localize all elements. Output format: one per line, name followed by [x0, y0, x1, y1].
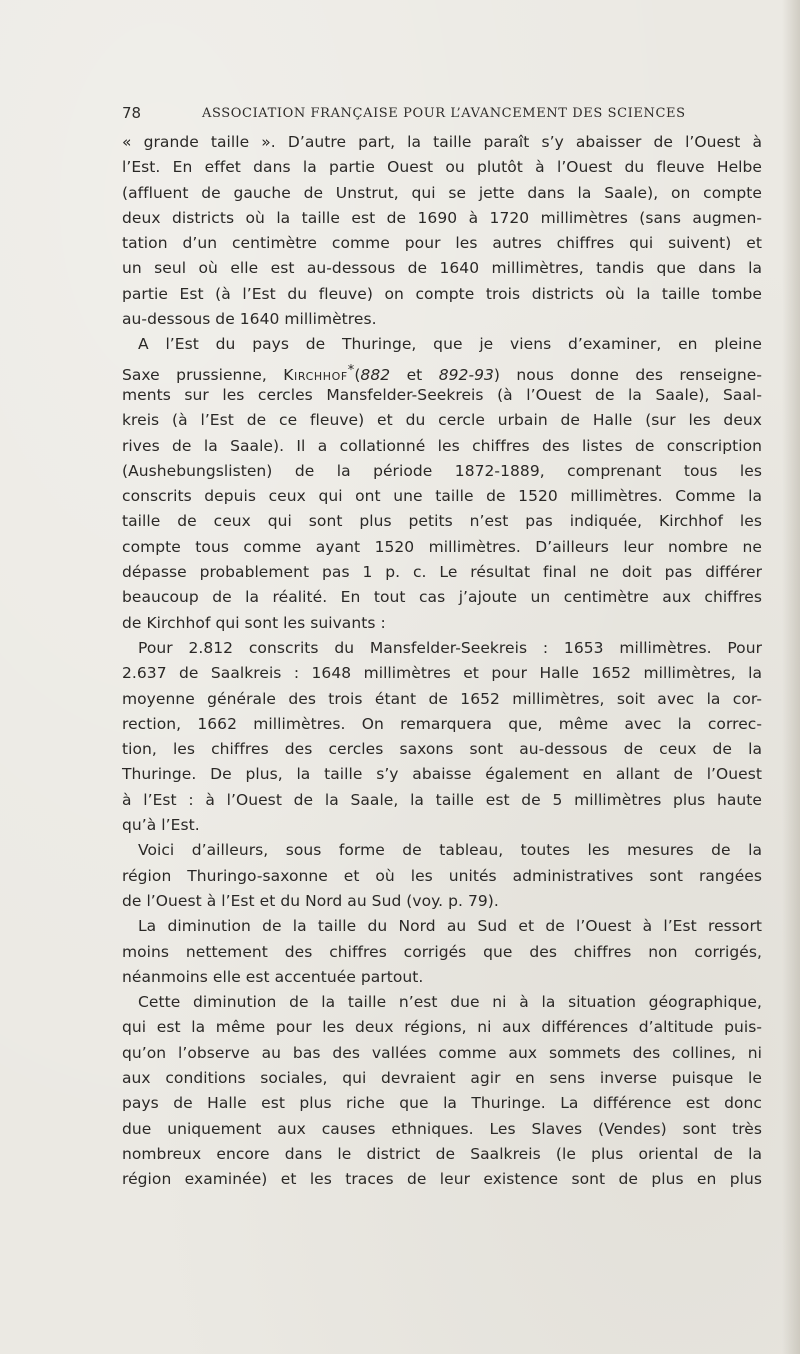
- text-line: deux districts où la taille est de 1690 à 1720 millimètres (sans augmen-: [122, 208, 762, 227]
- text-line: un seul où elle est au-dessous de 1640 millimètres, tandis que dans la: [122, 259, 762, 278]
- text-line: région examinée) et les traces de leur existence sont de plus en plus: [122, 1170, 762, 1189]
- text-line: nombreux encore dans le district de Saalkreis (le plus oriental de la: [122, 1144, 762, 1163]
- page-number: 78: [122, 104, 142, 122]
- text-line: taille de ceux qui sont plus petits n’est pas indiquée, Kirchhof les: [122, 512, 762, 531]
- kirchhof-after: ) nous donne des renseigne-: [493, 365, 762, 384]
- text-line: qu’on l’observe au bas des vallées comme aux sommets des collines, ni: [122, 1043, 762, 1062]
- text-line: (affluent de gauche de Unstrut, qui se jette dans la Saale), on compte: [122, 183, 762, 202]
- text-line: « grande taille ». D’autre part, la taille paraît s’y abaisser de l’Ouest à: [122, 133, 762, 151]
- text-line: de l’Ouest à l’Est et du Nord au Sud (voy. p. 79).: [122, 891, 499, 910]
- text-line: beaucoup de la réalité. En tout cas j’ajoute un centimètre aux chiffres: [122, 588, 762, 607]
- text-line: à l’Est : à l’Ouest de la Saale, la taille est de 5 millimètres plus haute: [122, 790, 762, 809]
- text-line: conscrits depuis ceux qui ont une taille de 1520 millimètres. Comme la: [122, 487, 762, 506]
- text-line: qui est la même pour les deux régions, ni aux différences d’altitude puis-: [122, 1018, 762, 1037]
- kirchhof-before: Saxe prussienne,: [122, 365, 284, 384]
- text-line: moyenne générale des trois étant de 1652 millimètres, soit avec la cor-: [122, 689, 762, 708]
- text-line: A l’Est du pays de Thuringe, que je viens d’examiner, en pleine: [138, 335, 762, 354]
- text-line: 2.637 de Saalkreis : 1648 millimètres et pour Halle 1652 millimètres, la: [122, 664, 762, 683]
- text-line: tation d’un centimètre comme pour les autres chiffres qui suivent) et: [122, 234, 762, 253]
- reference-joiner: et: [390, 365, 439, 384]
- text-line: compte tous comme ayant 1520 millimètres. D’ailleurs leur nombre ne: [122, 537, 762, 556]
- text-line: rection, 1662 millimètres. On remarquera que, même avec la correc-: [122, 714, 762, 733]
- text-line: moins nettement des chiffres corrigés que des chiffres non corrigés,: [122, 942, 762, 961]
- text-line: La diminution de la taille du Nord au Sud et de l’Ouest à l’Est ressort: [138, 917, 762, 936]
- text-line: néanmoins elle est accentuée partout.: [122, 967, 424, 986]
- text-line: Cette diminution de la taille n’est due ni à la situation géographique,: [138, 993, 762, 1012]
- author-name: Kirchhof: [283, 365, 348, 384]
- text-line: partie Est (à l’Est du fleuve) on compte trois districts où la taille tombe: [122, 284, 762, 303]
- text-line: qu’à l’Est.: [122, 816, 200, 835]
- text-line: au-dessous de 1640 millimètres.: [122, 310, 377, 329]
- text-line: due uniquement aux causes ethniques. Les Slaves (Vendes) sont très: [122, 1119, 762, 1138]
- text-line: (Aushebungslisten) de la période 1872-1889, comprenant tous les: [122, 461, 762, 480]
- paren-open: (: [354, 365, 361, 384]
- running-head: [122, 104, 762, 126]
- page-edge-shadow: [782, 0, 800, 1354]
- text-line: ments sur les cercles Mansfelder-Seekreis (à l’Ouest de la Saale), Saal-: [122, 385, 762, 404]
- text-line: région Thuringo-saxonne et où les unités administratives sont rangées: [122, 866, 762, 885]
- text-line-kirchhof: [122, 358, 762, 383]
- text-line: kreis (à l’Est de ce fleuve) et du cercle urbain de Halle (sur les deux: [122, 411, 762, 430]
- text-line: rives de la Saale). Il a collationné les chiffres des listes de conscription: [122, 436, 762, 455]
- text-line: Pour 2.812 conscrits du Mansfelder-Seekreis : 1653 millimètres. Pour: [138, 638, 762, 657]
- text-line: de Kirchhof qui sont les suivants :: [122, 613, 386, 632]
- reference-882: 882: [360, 365, 391, 384]
- running-title: ASSOCIATION FRANÇAISE POUR L’AVANCEMENT DES SCIENCES: [202, 106, 686, 121]
- text-line: tion, les chiffres des cercles saxons sont au-dessous de ceux de la: [122, 740, 762, 759]
- reference-892-93: 892-93: [438, 365, 494, 384]
- body-text: [122, 130, 762, 1192]
- text-line: pays de Halle est plus riche que la Thuringe. La différence est donc: [122, 1094, 762, 1113]
- author-mark: *: [347, 362, 355, 378]
- text-line: aux conditions sociales, qui devraient agir en sens inverse puisque le: [122, 1068, 762, 1087]
- text-line: l’Est. En effet dans la partie Ouest ou plutôt à l’Ouest du fleuve Helbe: [122, 158, 762, 177]
- text-line: Voici d’ailleurs, sous forme de tableau, toutes les mesures de la: [138, 841, 762, 860]
- text-line: Thuringe. De plus, la taille s’y abaisse également en allant de l’Ouest: [122, 765, 762, 784]
- text-line: dépasse probablement pas 1 p. c. Le résultat final ne doit pas différer: [122, 563, 762, 582]
